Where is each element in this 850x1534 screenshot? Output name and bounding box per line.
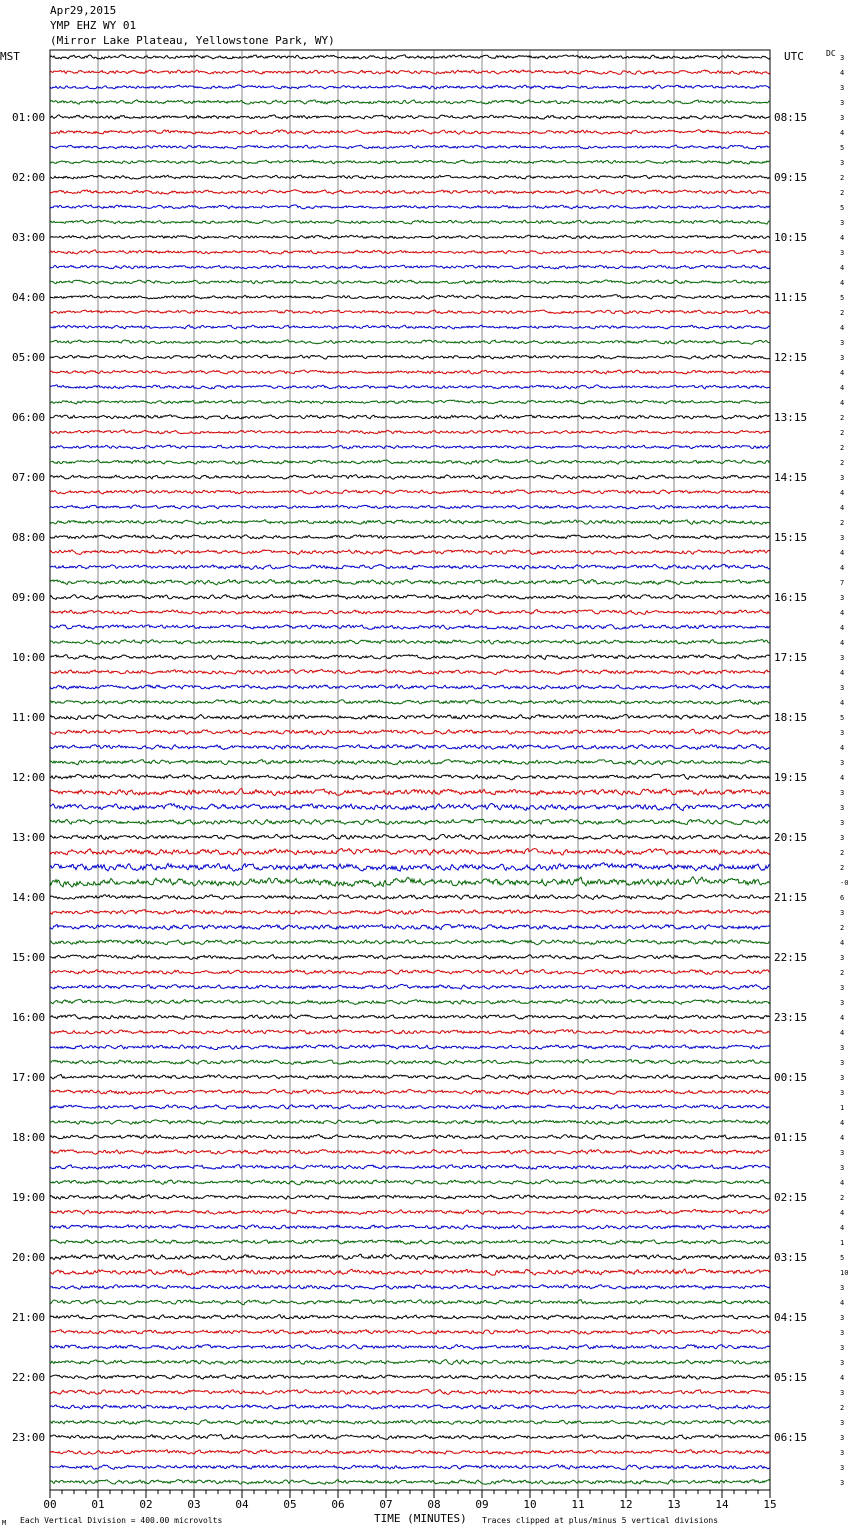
trace-line (50, 1225, 770, 1230)
trace-line (50, 235, 770, 239)
trace-line (50, 984, 770, 989)
dc-offset-label: 3 (840, 759, 845, 767)
trace-line (50, 370, 770, 374)
dc-offset-label: 4 (840, 1209, 845, 1217)
dc-offset-label: 3 (840, 654, 845, 662)
right-timezone-label: UTC (784, 50, 804, 63)
dc-offset-label: 2 (840, 849, 845, 857)
trace-line (50, 580, 770, 585)
x-tick-label: 00 (43, 1498, 57, 1511)
trace-line (50, 1465, 770, 1470)
hour-label-right: 02:15 (774, 1191, 808, 1204)
trace-line (50, 190, 770, 194)
dc-offset-label: 3 (840, 354, 845, 362)
trace-line (50, 400, 770, 404)
trace-line (50, 955, 770, 960)
dc-offset-label: 4 (840, 69, 845, 77)
dc-offset-label: 5 (840, 714, 845, 722)
dc-offset-label: 3 (840, 1089, 845, 1097)
trace-line (50, 655, 770, 660)
trace-line (50, 640, 770, 645)
trace-line (50, 280, 770, 284)
hour-label-right: 15:15 (774, 531, 808, 544)
hour-label-right: 04:15 (774, 1311, 808, 1324)
trace-line (50, 1135, 770, 1140)
hour-label-right: 19:15 (774, 771, 808, 784)
trace-line (50, 520, 770, 525)
vertical-scale-note: Each Vertical Division = 400.00 microvolts (20, 1516, 223, 1525)
dc-offset-label: 3 (840, 1389, 845, 1397)
dc-offset-label: 3 (840, 729, 845, 737)
station-id: YMP EHZ WY 01 (50, 19, 137, 32)
dc-offset-label: 3 (840, 834, 845, 842)
trace-line (50, 745, 770, 750)
dc-offset-label: 10 (840, 1269, 849, 1277)
dc-offset-label: 4 (840, 234, 845, 242)
dc-offset-label: 3 (840, 999, 845, 1007)
dc-offset-label: 3 (840, 954, 845, 962)
dc-offset-label: 3 (840, 1314, 845, 1322)
trace-line (50, 1180, 770, 1185)
trace-line (50, 789, 770, 796)
dc-offset-label: 4 (840, 369, 845, 377)
dc-offset-label: 3 (840, 1359, 845, 1367)
hour-label-right: 10:15 (774, 231, 808, 244)
trace-line (50, 85, 770, 89)
hour-label-left: 20:00 (12, 1251, 46, 1264)
dc-offset-label: 3 (840, 114, 845, 122)
x-tick-label: 06 (331, 1498, 345, 1511)
dc-offset-label: 2 (840, 444, 845, 452)
trace-line (50, 175, 770, 179)
trace-line (50, 910, 770, 915)
trace-line (50, 205, 770, 209)
trace-line (50, 1330, 770, 1335)
dc-offset-label: 4 (840, 549, 845, 557)
hour-label-right: 01:15 (774, 1131, 808, 1144)
dc-offset-label: 4 (840, 504, 845, 512)
x-tick-label: 13 (667, 1498, 681, 1511)
dc-offset-label: 1 (840, 1239, 845, 1247)
trace-line (50, 1360, 770, 1365)
trace-line (50, 475, 770, 479)
dc-offset-label: 4 (840, 609, 845, 617)
dc-offset-label: 4 (840, 774, 845, 782)
dc-offset-label: 3 (840, 1074, 845, 1082)
dc-offset-label: 4 (840, 1029, 845, 1037)
clip-note: Traces clipped at plus/minus 5 vertical divisions (482, 1516, 719, 1525)
trace-line (50, 310, 770, 314)
dc-offset-label: 4 (840, 129, 845, 137)
trace-line (50, 700, 770, 705)
dc-offset-label: 3 (840, 1419, 845, 1427)
dc-offset-label: 2 (840, 1404, 845, 1412)
trace-line (50, 760, 770, 765)
hour-label-left: 10:00 (12, 651, 46, 664)
x-tick-label: 07 (379, 1498, 393, 1511)
dc-offset-label: 3 (840, 219, 845, 227)
hour-label-left: 03:00 (12, 231, 46, 244)
dc-offset-label: 3 (840, 1059, 845, 1067)
dc-offset-label: 3 (840, 1464, 845, 1472)
dc-offset-label: 5 (840, 294, 845, 302)
x-tick-label: 03 (187, 1498, 201, 1511)
dc-offset-label: 3 (840, 789, 845, 797)
hour-label-left: 08:00 (12, 531, 46, 544)
trace-line (50, 1480, 770, 1485)
hour-label-left: 15:00 (12, 951, 46, 964)
trace-line (50, 340, 770, 344)
hour-label-left: 17:00 (12, 1071, 46, 1084)
dc-offset-label: 4 (840, 699, 845, 707)
trace-line (50, 670, 770, 675)
dc-offset-label: 2 (840, 864, 845, 872)
dc-offset-label: 4 (840, 1134, 845, 1142)
hour-label-left: 02:00 (12, 171, 46, 184)
dc-offset-label: 3 (840, 1044, 845, 1052)
hour-label-left: 13:00 (12, 831, 46, 844)
scale-mark: M (2, 1519, 7, 1527)
dc-offset-label: 4 (840, 564, 845, 572)
hour-label-left: 16:00 (12, 1011, 46, 1024)
dc-offset-label: 4 (840, 489, 845, 497)
hour-label-left: 04:00 (12, 291, 46, 304)
dc-offset-label: 3 (840, 249, 845, 257)
hour-label-right: 20:15 (774, 831, 808, 844)
trace-line (50, 969, 770, 974)
trace-line (50, 1269, 770, 1275)
hour-label-right: 09:15 (774, 171, 808, 184)
trace-line (50, 250, 770, 254)
trace-line (50, 505, 770, 509)
dc-offset-label: 3 (840, 474, 845, 482)
trace-line (50, 1285, 770, 1290)
hour-label-left: 22:00 (12, 1371, 46, 1384)
dc-offset-header: DC (826, 49, 836, 58)
hour-label-right: 21:15 (774, 891, 808, 904)
x-tick-label: 11 (571, 1498, 585, 1511)
trace-line (50, 895, 770, 900)
dc-offset-label: 3 (840, 1449, 845, 1457)
trace-line (50, 1345, 770, 1350)
trace-line (50, 564, 770, 569)
trace-line (50, 625, 770, 630)
dc-offset-label: 3 (840, 684, 845, 692)
x-tick-label: 12 (619, 1498, 633, 1511)
dc-offset-label: 4 (840, 939, 845, 947)
trace-line (50, 595, 770, 600)
dc-offset-label: 5 (840, 1254, 845, 1262)
dc-offset-label: 3 (840, 984, 845, 992)
trace-line (50, 265, 770, 269)
hour-label-right: 18:15 (774, 711, 808, 724)
trace-line (50, 774, 770, 780)
trace-line (50, 819, 770, 824)
plot-date: Apr29,2015 (50, 4, 117, 17)
trace-line (50, 1300, 770, 1305)
trace-line (50, 1389, 770, 1394)
trace-line (50, 535, 770, 539)
trace-line (50, 1405, 770, 1410)
hour-label-right: 11:15 (774, 291, 808, 304)
trace-line (50, 1150, 770, 1155)
hour-label-right: 23:15 (774, 1011, 808, 1024)
dc-offset-label: 3 (840, 1284, 845, 1292)
dc-offset-label: 4 (840, 624, 845, 632)
x-tick-label: 04 (235, 1498, 249, 1511)
dc-offset-label: 2 (840, 459, 845, 467)
trace-line (50, 445, 770, 449)
dc-offset-label: 4 (840, 1179, 845, 1187)
dc-offset-label: 4 (840, 639, 845, 647)
trace-line (50, 1375, 770, 1380)
dc-offset-label: 3 (840, 99, 845, 107)
dc-offset-label: 3 (840, 54, 845, 62)
trace-line (50, 160, 770, 164)
trace-line (50, 803, 770, 810)
trace-line (50, 729, 770, 735)
dc-offset-label: 3 (840, 594, 845, 602)
trace-line (50, 940, 770, 945)
trace-line (50, 1315, 770, 1320)
trace-line (50, 115, 770, 119)
dc-offset-label: 2 (840, 414, 845, 422)
dc-offset-label: 5 (840, 144, 845, 152)
hour-label-right: 05:15 (774, 1371, 808, 1384)
dc-offset-label: 4 (840, 384, 845, 392)
trace-line (50, 1210, 770, 1215)
dc-offset-label: 5 (840, 204, 845, 212)
hour-label-left: 18:00 (12, 1131, 46, 1144)
trace-line (50, 1420, 770, 1425)
x-tick-label: 05 (283, 1498, 297, 1511)
hour-label-left: 05:00 (12, 351, 46, 364)
hour-label-left: 11:00 (12, 711, 46, 724)
trace-line (50, 1089, 770, 1094)
hour-label-right: 13:15 (774, 411, 808, 424)
dc-offset-label: 3 (840, 339, 845, 347)
trace-line (50, 684, 770, 689)
trace-line (50, 70, 770, 74)
trace-line (50, 1165, 770, 1170)
dc-offset-label: 4 (840, 744, 845, 752)
trace-line (50, 385, 770, 389)
trace-line (50, 550, 770, 555)
dc-offset-label: 3 (840, 1434, 845, 1442)
trace-line (50, 848, 770, 855)
x-tick-label: 10 (523, 1498, 537, 1511)
hour-label-right: 12:15 (774, 351, 808, 364)
hour-label-right: 08:15 (774, 111, 808, 124)
dc-offset-label: 3 (840, 159, 845, 167)
hour-label-right: 17:15 (774, 651, 808, 664)
x-tick-label: 08 (427, 1498, 441, 1511)
x-tick-label: 14 (715, 1498, 729, 1511)
dc-offset-label: 2 (840, 969, 845, 977)
dc-offset-label: 3 (840, 1164, 845, 1172)
dc-offset-label: 2 (840, 174, 845, 182)
trace-line (50, 220, 770, 224)
hour-label-right: 14:15 (774, 471, 808, 484)
trace-line (50, 55, 770, 59)
hour-label-left: 12:00 (12, 771, 46, 784)
trace-line (50, 130, 770, 135)
trace-line (50, 1030, 770, 1034)
trace-line (50, 1435, 770, 1440)
trace-line (50, 1195, 770, 1200)
trace-line (50, 1240, 770, 1245)
trace-line (50, 834, 770, 840)
dc-offset-label: 3 (840, 804, 845, 812)
hour-label-left: 23:00 (12, 1431, 46, 1444)
hour-label-left: 06:00 (12, 411, 46, 424)
trace-line (50, 325, 770, 329)
x-tick-label: 09 (475, 1498, 489, 1511)
trace-line (50, 1254, 770, 1259)
dc-offset-label: 4 (840, 1299, 845, 1307)
trace-line (50, 1074, 770, 1079)
trace-line (50, 863, 770, 871)
x-axis-label: TIME (MINUTES) (374, 1512, 467, 1525)
trace-line (50, 355, 770, 359)
trace-line (50, 1015, 770, 1020)
trace-line (50, 877, 770, 887)
trace-line (50, 430, 770, 434)
trace-line (50, 295, 770, 299)
dc-offset-label: 4 (840, 669, 845, 677)
x-tick-label: 01 (91, 1498, 105, 1511)
trace-line (50, 1450, 770, 1455)
hour-label-right: 03:15 (774, 1251, 808, 1264)
dc-offset-label: 4 (840, 399, 845, 407)
trace-line (50, 415, 770, 419)
trace-line (50, 1105, 770, 1110)
dc-offset-label: 3 (840, 819, 845, 827)
dc-offset-label: 2 (840, 189, 845, 197)
hour-label-right: 22:15 (774, 951, 808, 964)
trace-line (50, 100, 770, 104)
dc-offset-label: 4 (840, 1014, 845, 1022)
hour-label-left: 01:00 (12, 111, 46, 124)
dc-offset-label: 2 (840, 309, 845, 317)
dc-offset-label: 2 (840, 924, 845, 932)
hour-label-right: 06:15 (774, 1431, 808, 1444)
trace-line (50, 1120, 770, 1125)
dc-offset-label: 4 (840, 264, 845, 272)
dc-offset-label: 2 (840, 519, 845, 527)
dc-offset-label: 4 (840, 324, 845, 332)
trace-line (50, 1060, 770, 1065)
hour-label-right: 00:15 (774, 1071, 808, 1084)
left-timezone-label: MST (0, 50, 20, 63)
trace-line (50, 610, 770, 615)
station-location: (Mirror Lake Plateau, Yellowstone Park, WY) (50, 34, 335, 47)
dc-offset-label: 4 (840, 279, 845, 287)
hour-label-left: 09:00 (12, 591, 46, 604)
dc-offset-label: 3 (840, 1329, 845, 1337)
trace-line (50, 925, 770, 930)
dc-offset-label: 4 (840, 1119, 845, 1127)
dc-offset-label: 3 (840, 1344, 845, 1352)
trace-line (50, 714, 770, 719)
hour-label-left: 19:00 (12, 1191, 46, 1204)
dc-offset-label: 6 (840, 894, 845, 902)
hour-label-left: 21:00 (12, 1311, 46, 1324)
dc-offset-label: 4 (840, 1374, 845, 1382)
dc-offset-label: 3 (840, 909, 845, 917)
dc-offset-label: 3 (840, 1149, 845, 1157)
dc-offset-label: 4 (840, 1224, 845, 1232)
trace-line (50, 1045, 770, 1050)
trace-line (50, 490, 770, 494)
dc-offset-label: 3 (840, 1479, 845, 1487)
x-tick-label: 15 (763, 1498, 777, 1511)
trace-line (50, 460, 770, 465)
x-tick-label: 02 (139, 1498, 153, 1511)
dc-offset-label: 2 (840, 429, 845, 437)
hour-label-left: 14:00 (12, 891, 46, 904)
trace-line (50, 999, 770, 1004)
dc-offset-label: 1 (840, 1104, 845, 1112)
hour-label-right: 16:15 (774, 591, 808, 604)
dc-offset-label: 3 (840, 534, 845, 542)
dc-offset-label: 2 (840, 1194, 845, 1202)
dc-offset-label: -0 (840, 879, 849, 887)
dc-offset-label: 7 (840, 579, 845, 587)
dc-offset-label: 3 (840, 84, 845, 92)
trace-line (50, 145, 770, 149)
hour-label-left: 07:00 (12, 471, 46, 484)
